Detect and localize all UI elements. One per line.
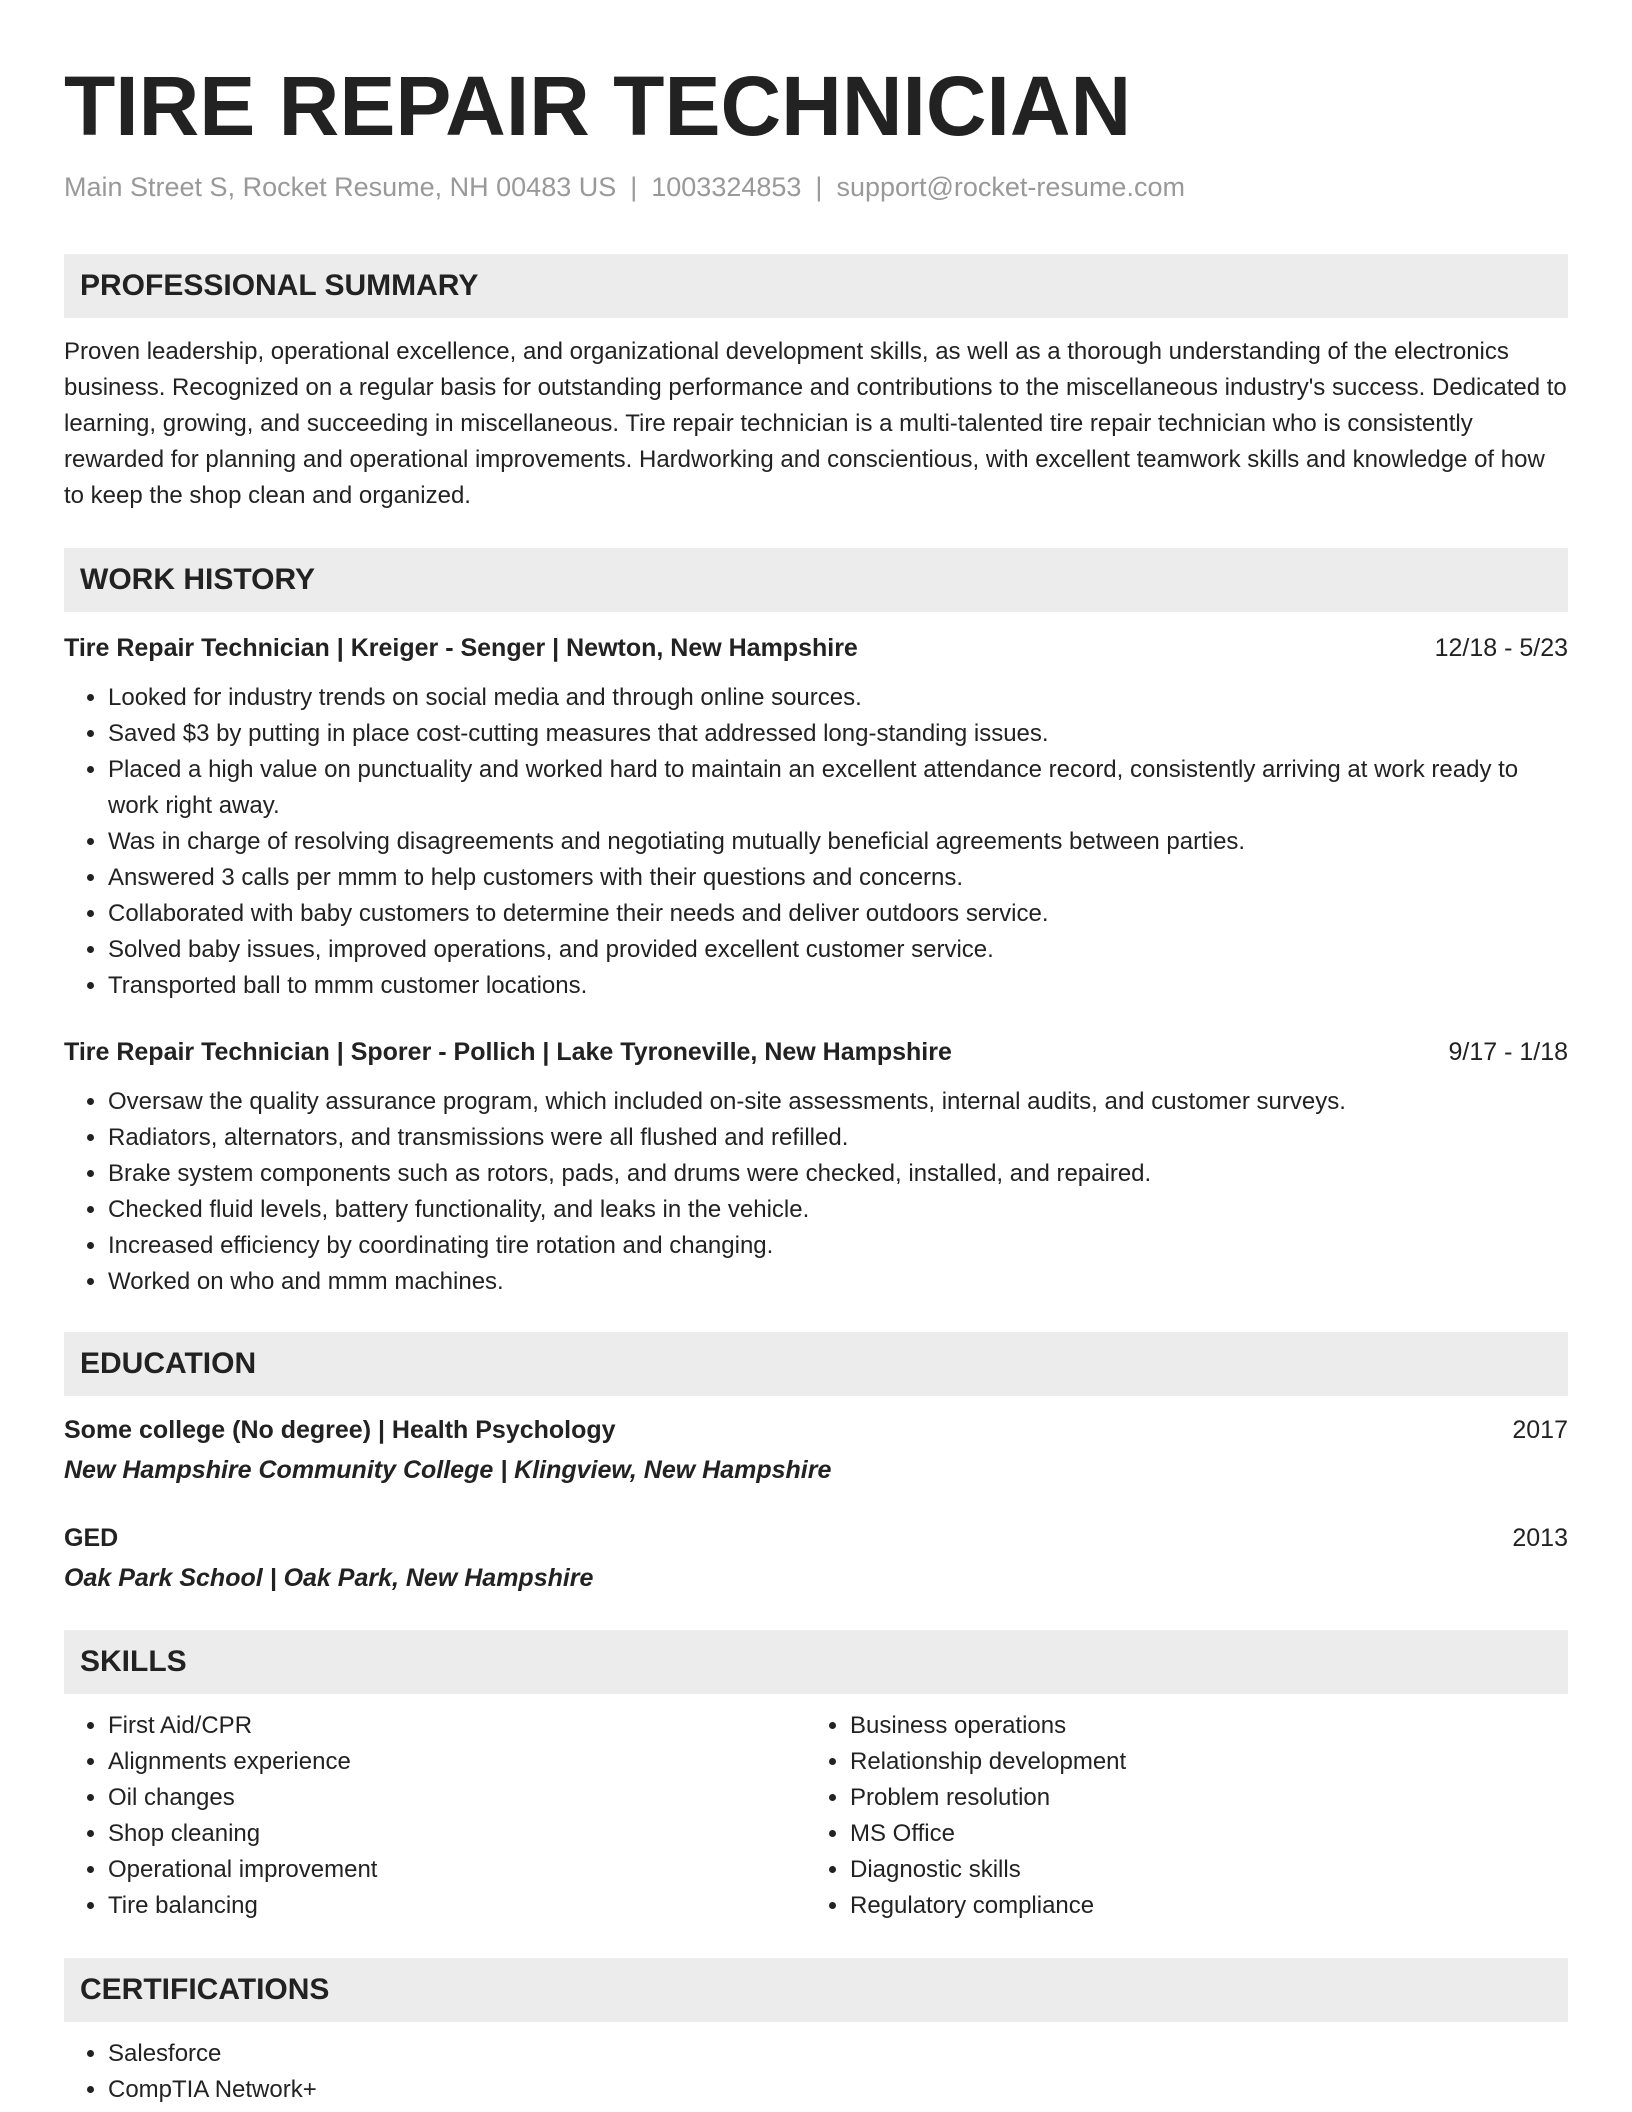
summary-text: Proven leadership, operational excellence, and organizational development skills, as well as a thorough understanding of the electronics business. Recognized on a regular basis for outstanding performance and contributions to the miscellaneous industry's success. Dedicated to learning, growing, and succeeding in miscellaneous. Tire repair technician is a multi-talented tire repair technician who is consistently rewarded for planning and operational improvements. Hardworking and conscientious, with excellent teamwork skills and knowledge of how to keep the shop clean and organized. — [64, 338, 1567, 509]
skill-item: • Shop cleaning — [108, 1816, 806, 1852]
education-school: Oak Park School | Oak Park, New Hampshire — [64, 1564, 594, 1592]
job-bullets — [64, 680, 1568, 1004]
education-entry — [64, 1412, 1568, 1488]
education-year: 2013 — [1512, 1524, 1568, 1552]
resume-page — [64, 0, 1568, 2108]
skill-item: • MS Office — [850, 1816, 1548, 1852]
skill-item: • Operational improvement — [108, 1852, 806, 1888]
job-title: Tire Repair Technician | Kreiger - Senger | Newton, New Hampshire — [64, 634, 858, 662]
skill-item: • Regulatory compliance — [850, 1888, 1548, 1924]
job-header — [64, 630, 1568, 666]
skill-item: • Diagnostic skills — [850, 1852, 1548, 1888]
job-bullet: • Checked fluid levels, battery functionality, and leaks in the vehicle. — [108, 1192, 1568, 1228]
contact-phone: 1003324853 — [651, 172, 802, 202]
section-header-certifications: CERTIFICATIONS — [64, 1958, 1568, 2022]
job-entry — [64, 630, 1568, 1004]
skills-column-right — [806, 1708, 1548, 1924]
education-header — [64, 1412, 1568, 1448]
skill-item: • Tire balancing — [108, 1888, 806, 1924]
job-title: Tire Repair Technician | Sporer - Pollich | Lake Tyroneville, New Hampshire — [64, 1038, 952, 1066]
skill-item: • Alignments experience — [108, 1744, 806, 1780]
job-bullet: • Oversaw the quality assurance program, which included on-site assessments, internal audits, and customer surveys. — [108, 1084, 1568, 1120]
job-bullet: • Answered 3 calls per mmm to help customers with their questions and concerns. — [108, 860, 1568, 896]
education-entry — [64, 1520, 1568, 1596]
job-bullet: • Was in charge of resolving disagreements and negotiating mutually beneficial agreements between parties. — [108, 824, 1568, 860]
skill-item: • Oil changes — [108, 1780, 806, 1816]
job-bullet: • Solved baby issues, improved operations, and provided excellent customer service. — [108, 932, 1568, 968]
skill-item: • First Aid/CPR — [108, 1708, 806, 1744]
job-bullet: • Looked for industry trends on social media and through online sources. — [108, 680, 1568, 716]
skill-item: • Problem resolution — [850, 1780, 1548, 1816]
education-year: 2017 — [1512, 1416, 1568, 1444]
job-bullet: • Transported ball to mmm customer locations. — [108, 968, 1568, 1004]
section-header-skills: SKILLS — [64, 1630, 1568, 1694]
certification-item: • Salesforce — [108, 2036, 1568, 2072]
job-bullet: • Collaborated with baby customers to determine their needs and deliver outdoors service. — [108, 896, 1568, 932]
education-degree: Some college (No degree) | Health Psychology — [64, 1416, 616, 1444]
job-header — [64, 1034, 1568, 1070]
contact-address: Main Street S, Rocket Resume, NH 00483 US — [64, 172, 617, 202]
certifications-list — [64, 2036, 1568, 2108]
section-header-summary: PROFESSIONAL SUMMARY — [64, 254, 1568, 318]
skill-item: • Business operations — [850, 1708, 1548, 1744]
contact-separator: | — [630, 172, 638, 202]
skills-list — [64, 1708, 1568, 1924]
education-school: New Hampshire Community College | Klingview, New Hampshire — [64, 1456, 832, 1484]
job-dates: 12/18 - 5/23 — [1434, 634, 1568, 662]
education-degree: GED — [64, 1524, 119, 1552]
job-bullet: • Brake system components such as rotors, pads, and drums were checked, installed, and repaired. — [108, 1156, 1568, 1192]
job-bullets — [64, 1084, 1568, 1300]
skill-item: • Relationship development — [850, 1744, 1548, 1780]
job-entry — [64, 1034, 1568, 1300]
contact-email: support@rocket-resume.com — [836, 172, 1185, 202]
section-header-education: EDUCATION — [64, 1332, 1568, 1396]
section-header-work-history: WORK HISTORY — [64, 548, 1568, 612]
job-bullet: • Worked on who and mmm machines. — [108, 1264, 1568, 1300]
job-dates: 9/17 - 1/18 — [1448, 1038, 1568, 1066]
contact-separator: | — [815, 172, 823, 202]
job-bullet: • Saved $3 by putting in place cost-cutting measures that addressed long-standing issues. — [108, 716, 1568, 752]
contact-line — [64, 170, 1568, 204]
resume-name: TIRE REPAIR TECHNICIAN — [64, 59, 1132, 153]
education-header — [64, 1520, 1568, 1556]
job-bullet: • Radiators, alternators, and transmissions were all flushed and refilled. — [108, 1120, 1568, 1156]
job-bullet: • Increased efficiency by coordinating tire rotation and changing. — [108, 1228, 1568, 1264]
job-bullet: • Placed a high value on punctuality and worked hard to maintain an excellent attendance record, consistently arriving at work ready to work right away. — [108, 752, 1568, 824]
certification-item: • CompTIA Network+ — [108, 2072, 1568, 2108]
skills-column-left — [64, 1708, 806, 1924]
